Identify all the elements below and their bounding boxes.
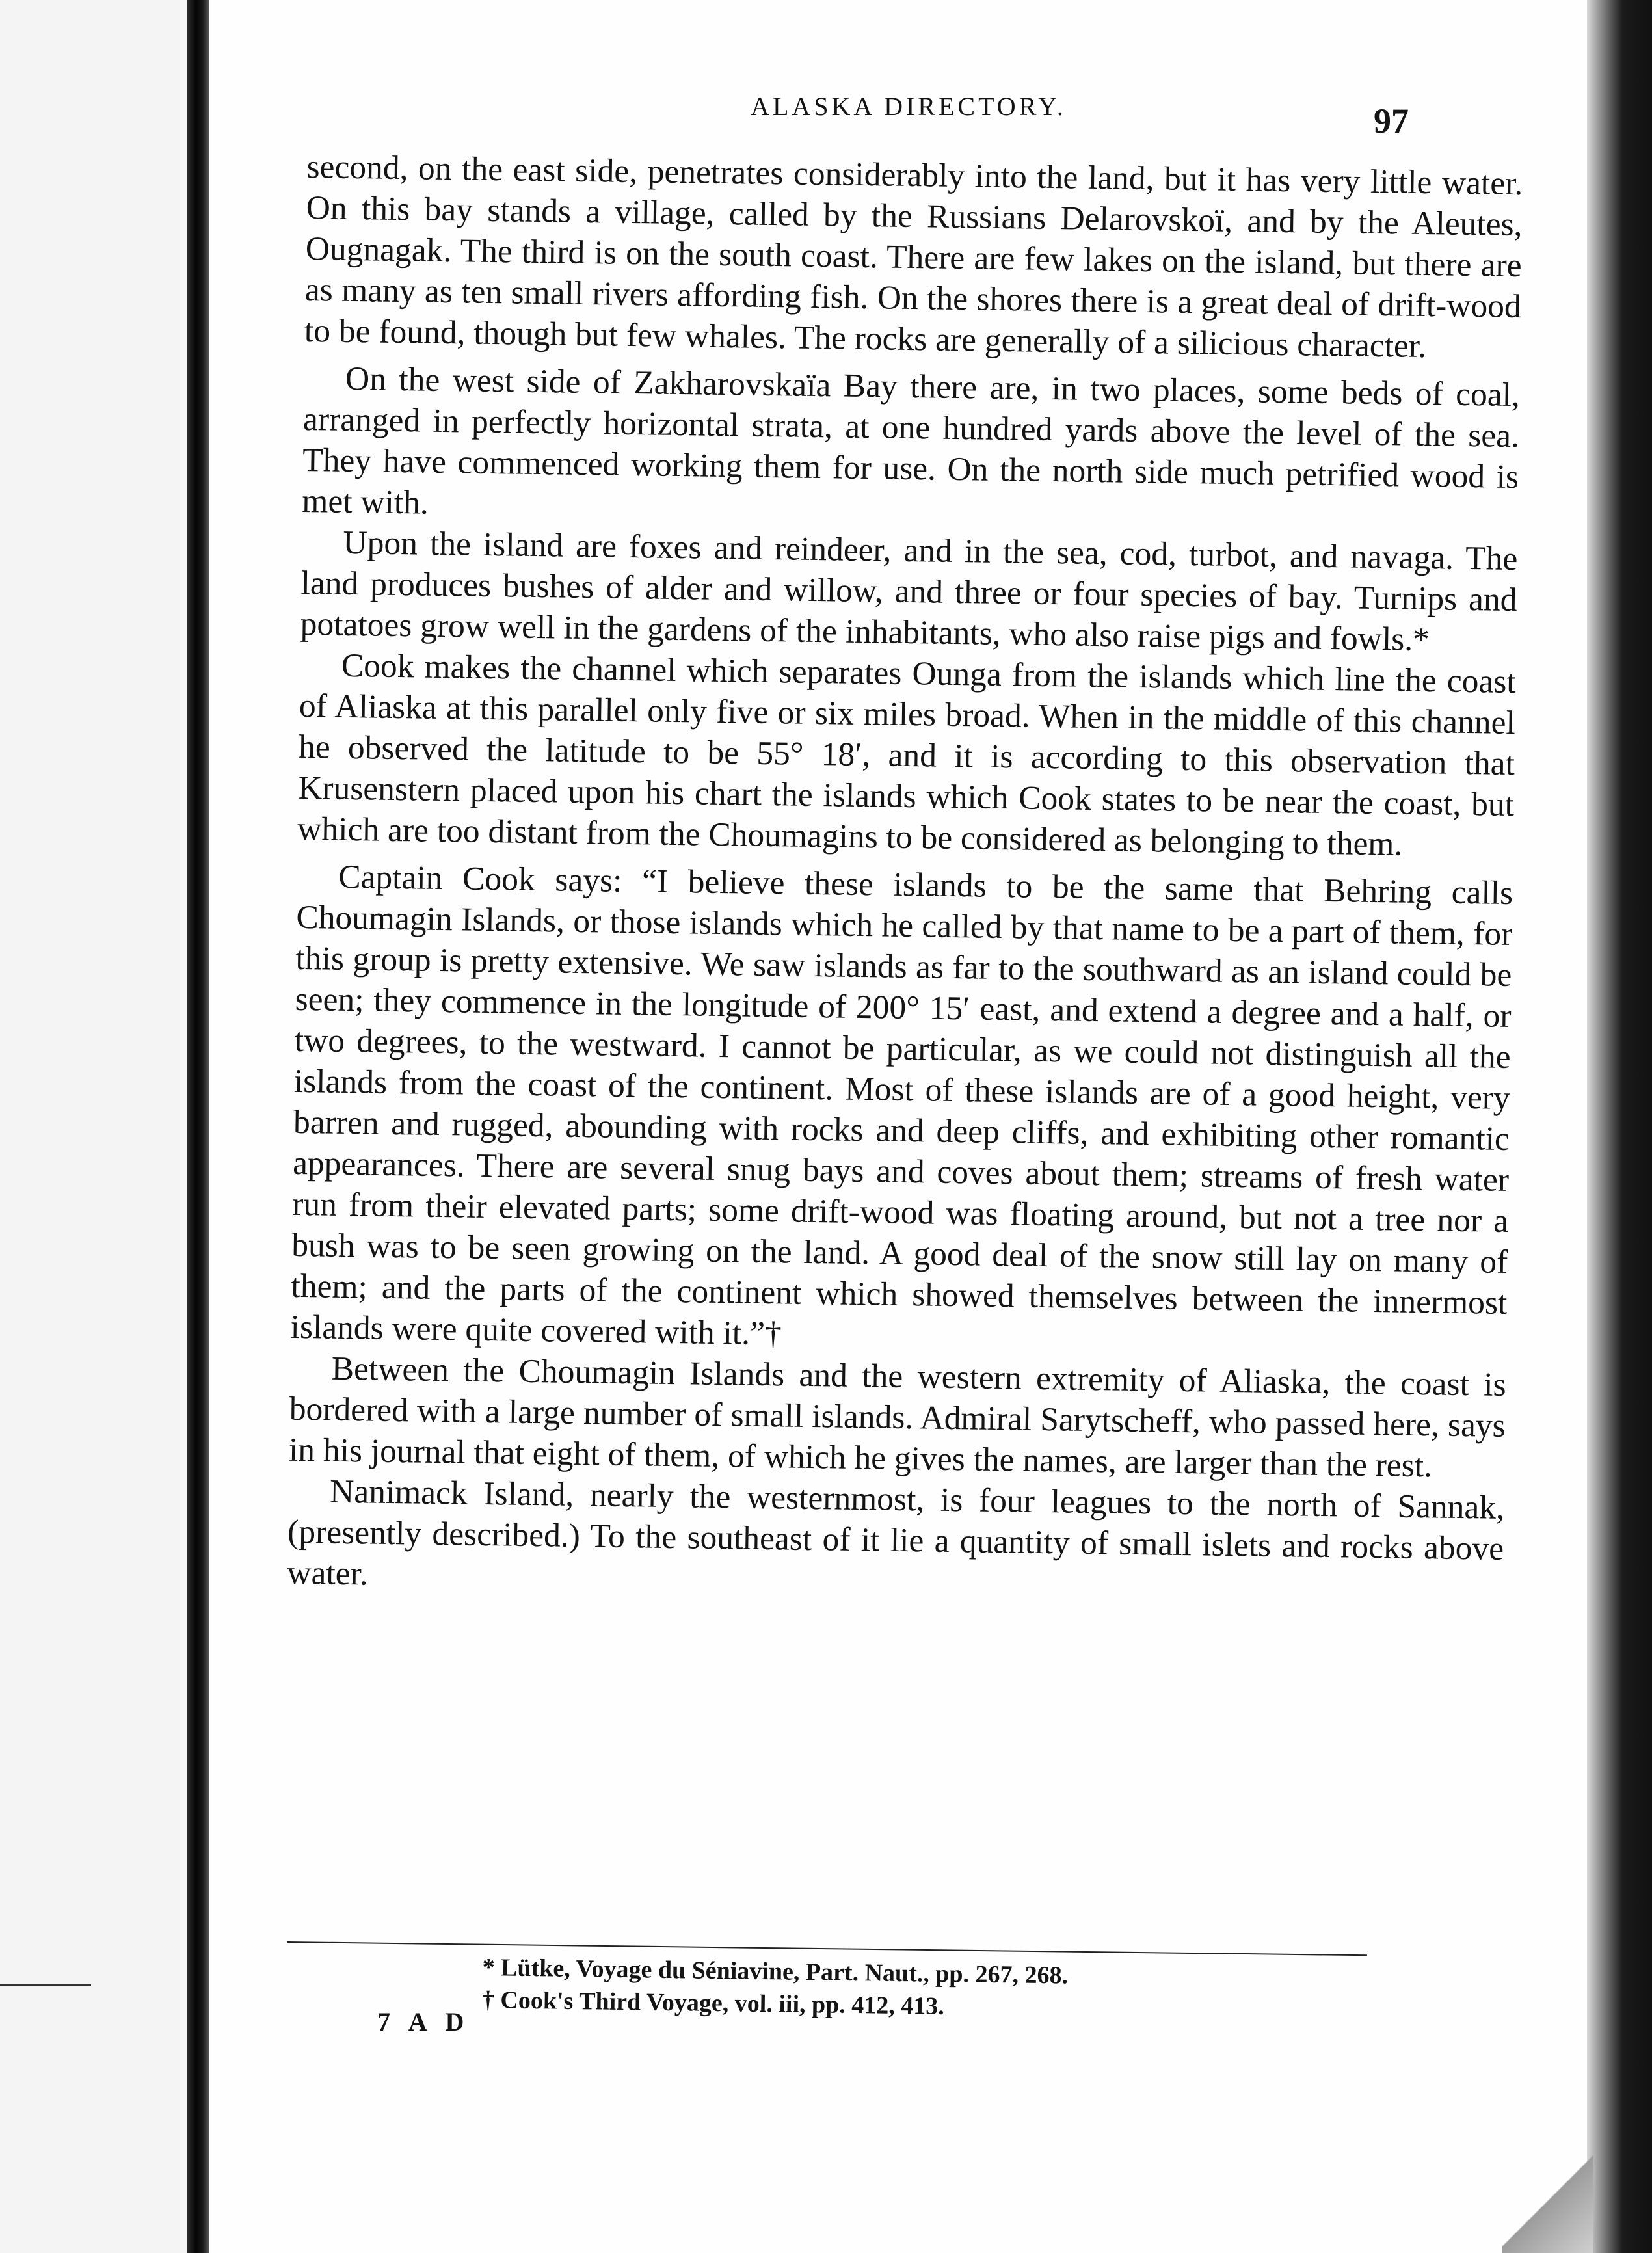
facing-page-rule	[0, 1984, 91, 1986]
paragraph-3: Upon the island are foxes and reindeer, and in the sea, cod, turbot, and navaga. The land produces bushes of alder and willow, and three or four species of bay. Turnips and potatoes grow well in the gardens of the inhabitants, who also raise pigs and fowls.*	[300, 524, 1518, 659]
paragraph-5: Captain Cook says: “I believe these islands to be the same that Behring calls Choumagin Islands, or those islands which he called by that name to be a part of them, for this group is pretty extensive. We saw islands as far to the southward as an island could be seen; they commence in the longitude of 200° 15′ east, and extend a degree and a half, or two degrees, to the westward. I cannot be particular, as we could not distinguish all the islands from the coast of the continent. Most of these islands are of a good height, very barren and rugged, abounding with rocks and deep cliffs, and exhibiting other romantic appearances. There are several snug bays and coves about them; streams of fresh water run from their elevated parts; some drift-wood was floating around, but not a tree nor a bush was to be seen growing on the land. A good deal of the snow still lay on many of them; and the parts of the continent which showed themselves between the innermost islands were quite covered with it.”†	[290, 858, 1513, 1353]
footnote-rule	[287, 1941, 1367, 1956]
paragraph-6: Between the Choumagin Islands and the western extremity of Aliaska, the coast is bordered with a large number of small islands. Admiral Sarytscheff, who passed here, says in his journal that eight of them, of which he gives the names, are larger than the rest.	[288, 1350, 1506, 1485]
facing-page	[0, 0, 189, 2253]
body-text	[287, 146, 1523, 1610]
page	[209, 0, 1608, 2253]
page-edge-shadow	[1587, 0, 1652, 2253]
paragraph-7: Nanimack Island, nearly the westernmost, is four leagues to the north of Sannak, (presently described.) To the southeast of it lie a quantity of small islets and rocks above water.	[286, 1473, 1505, 1593]
paragraph-4: Cook makes the channel which separates Ounga from the islands which line the coast of Aliaska at this parallel only five or six miles broad. When in the middle of this channel he observed the latitude to be 55° 18′, and it is according to this observation that Krusenstern placed upon his chart the islands which Cook states to be near the coast, but which are too distant from the Choumagins to be considered as belonging to them.	[297, 647, 1517, 863]
paragraph-2: On the west side of Zakharovskaïa Bay there are, in two places, some beds of coal, arranged in perfectly horizontal strata, at one hundred yards above the level of the sea. They have commenced working them for use. On the north side much petrified wood is met with.	[301, 360, 1521, 522]
running-title: ALASKA DIRECTORY.	[751, 92, 1067, 121]
page-number: 97	[1374, 101, 1409, 140]
page-corner-fold	[1502, 2146, 1593, 2253]
signature-mark: 7 A D	[377, 2007, 471, 2036]
paragraph-1: second, on the east side, penetrates considerably into the land, but it has very little water. On this bay stands a village, called by the Russians Delarovskoï, and by the Aleutes, Ougnagak. The third is on the south coast. There are few lakes on the island, but there are as many as ten small rivers affording fish. On the shores there is a great deal of drift-wood to be found, though but few whales. The rocks are generally of a silicious character.	[304, 148, 1523, 366]
book-gutter	[187, 0, 209, 2253]
footnote-2: † Cook's Third Voyage, vol. iii, pp. 412, 413.	[481, 1986, 945, 2020]
footnotes	[482, 1951, 1458, 2030]
footnote-1: * Lütke, Voyage du Séniavine, Part. Naut., pp. 267, 268.	[482, 1953, 1069, 1990]
